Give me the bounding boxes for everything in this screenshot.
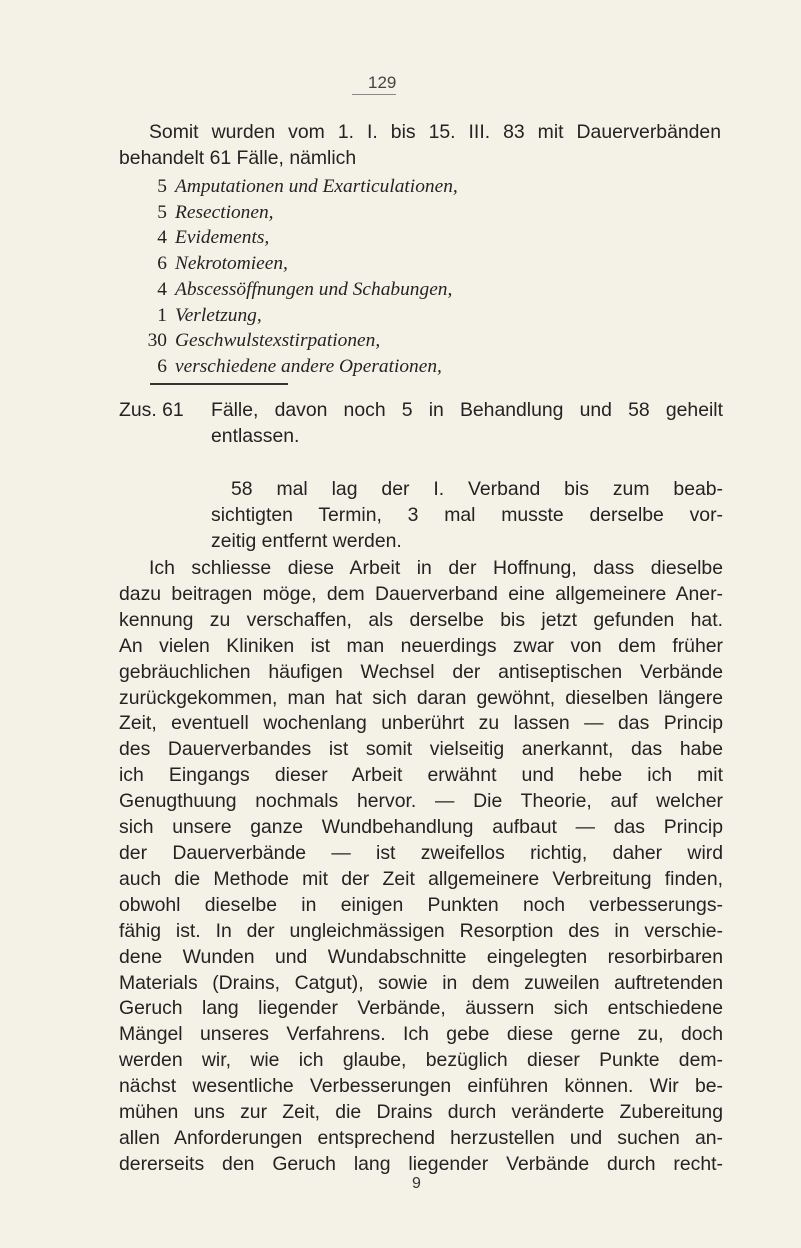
- note-line: zeitig entfernt werden.: [211, 529, 402, 552]
- body-line: gebräuchlichen häufigen Wechsel der antiseptischen Verbände: [119, 660, 723, 683]
- list-item-count: 5: [157, 176, 167, 197]
- body-line: obwohl dieselbe in einigen Punkten noch verbesserungs-: [119, 893, 723, 916]
- body-line: auch die Methode mit der Zeit allgemeinere Verbreitung finden,: [119, 867, 723, 890]
- list-item-label: Nekrotomieen,: [175, 253, 288, 275]
- body-line: des Dauerverbandes ist somit vielseitig anerkannt, das habe: [119, 738, 723, 761]
- body-line: Geruch lang liegender Verbände, äussern sich entschiedene: [119, 997, 723, 1020]
- body-line: Ich schliesse diese Arbeit in der Hoffnung, dass dieselbe: [149, 557, 723, 579]
- list-item: [127, 303, 727, 329]
- list-item: [127, 328, 727, 354]
- summary-line-2: entlassen.: [211, 424, 300, 447]
- list-item: [127, 277, 727, 303]
- body-paragraph: [119, 556, 723, 1178]
- intro-line-1: Somit wurden vom 1. I. bis 15. III. 83 mit Dauerverbänden: [149, 121, 721, 143]
- dressing-note: [211, 477, 723, 554]
- body-line: zurückgekommen, man hat sich daran gewöhnt, dieselben längere: [119, 686, 723, 709]
- list-item-label: Verletzung,: [175, 304, 262, 326]
- list-item-count: 6: [157, 253, 167, 275]
- body-line: dazu beitragen möge, dem Dauerverband eine allgemeinere Aner-: [119, 582, 723, 605]
- body-line: Materials (Drains, Catgut), sowie in dem zuweilen auftretenden: [119, 971, 723, 994]
- list-item-count: 1: [157, 304, 167, 326]
- body-line: nächst wesentliche Verbesserungen einführen können. Wir be-: [119, 1075, 723, 1098]
- body-line: Mängel unseres Verfahrens. Ich gebe diese gerne zu, doch: [119, 1023, 723, 1046]
- body-line: sich unsere ganze Wundbehandlung aufbaut — das Princip: [119, 816, 723, 839]
- list-item: [127, 225, 727, 251]
- list-item-label: verschiedene andere Operationen,: [175, 355, 442, 377]
- note-line: sichtigten Termin, 3 mal musste derselbe vor-: [211, 503, 723, 526]
- list-item-count: 6: [157, 355, 167, 377]
- list-item-label: Resectionen,: [175, 201, 274, 223]
- page-number-rule: [352, 94, 396, 95]
- list-item-count: 4: [157, 278, 167, 300]
- summary-line-1: Fälle, davon noch 5 in Behandlung und 58 geheilt: [211, 399, 723, 421]
- body-line: mühen uns zur Zeit, die Drains durch veränderte Zubereitung: [119, 1101, 723, 1124]
- intro-line-2: behandelt 61 Fälle, nämlich: [119, 146, 357, 169]
- body-line: dene Wunden und Wundabschnitte eingelegten resorbirbaren: [119, 945, 723, 968]
- list-item-label: Amputationen und Exarticulationen,: [175, 176, 458, 197]
- operations-list: [127, 174, 727, 380]
- list-item: [127, 251, 727, 277]
- page-number: 129: [368, 73, 397, 92]
- body-line: kennung zu verschaffen, als derselbe bis jetzt gefunden hat.: [119, 608, 723, 631]
- list-item: [127, 174, 727, 200]
- body-line: dererseits den Geruch lang liegender Verbände durch recht-: [119, 1152, 723, 1175]
- note-line: 58 mal lag der I. Verband bis zum beab-: [231, 478, 723, 500]
- body-line: allen Anforderungen entsprechend herzustellen und suchen an-: [119, 1126, 723, 1149]
- list-item-count: 4: [157, 227, 167, 249]
- body-line: Genugthuung nochmals hervor. — Die Theorie, auf welcher: [119, 790, 723, 813]
- body-line: ich Eingangs dieser Arbeit erwähnt und hebe ich mit: [119, 764, 723, 787]
- body-line: werden wir, wie ich glaube, bezüglich dieser Punkte dem-: [119, 1049, 723, 1072]
- summary: [119, 398, 723, 450]
- list-item: [127, 200, 727, 226]
- list-item-label: Abscessöffnungen und Schabungen,: [175, 278, 453, 300]
- summary-prefix: Zus. 61: [119, 399, 184, 421]
- list-item-count: 30: [147, 330, 167, 352]
- list-item-count: 5: [157, 201, 167, 223]
- signature-mark: 9: [412, 1175, 421, 1192]
- body-line: der Dauerverbände — ist zweifellos richtig, daher wird: [119, 841, 723, 864]
- list-item: [127, 354, 727, 380]
- body-line: fähig ist. In der ungleichmässigen Resorption des in verschie-: [119, 919, 723, 942]
- body-line: Zeit, eventuell wochenlang unberührt zu lassen — das Princip: [119, 712, 723, 735]
- intro-paragraph: [119, 120, 721, 171]
- body-line: An vielen Kliniken ist man neuerdings zwar von dem früher: [119, 634, 723, 657]
- list-item-label: Evidements,: [175, 227, 270, 249]
- sum-rule: [150, 383, 288, 385]
- list-item-label: Geschwulstexstirpationen,: [175, 330, 381, 352]
